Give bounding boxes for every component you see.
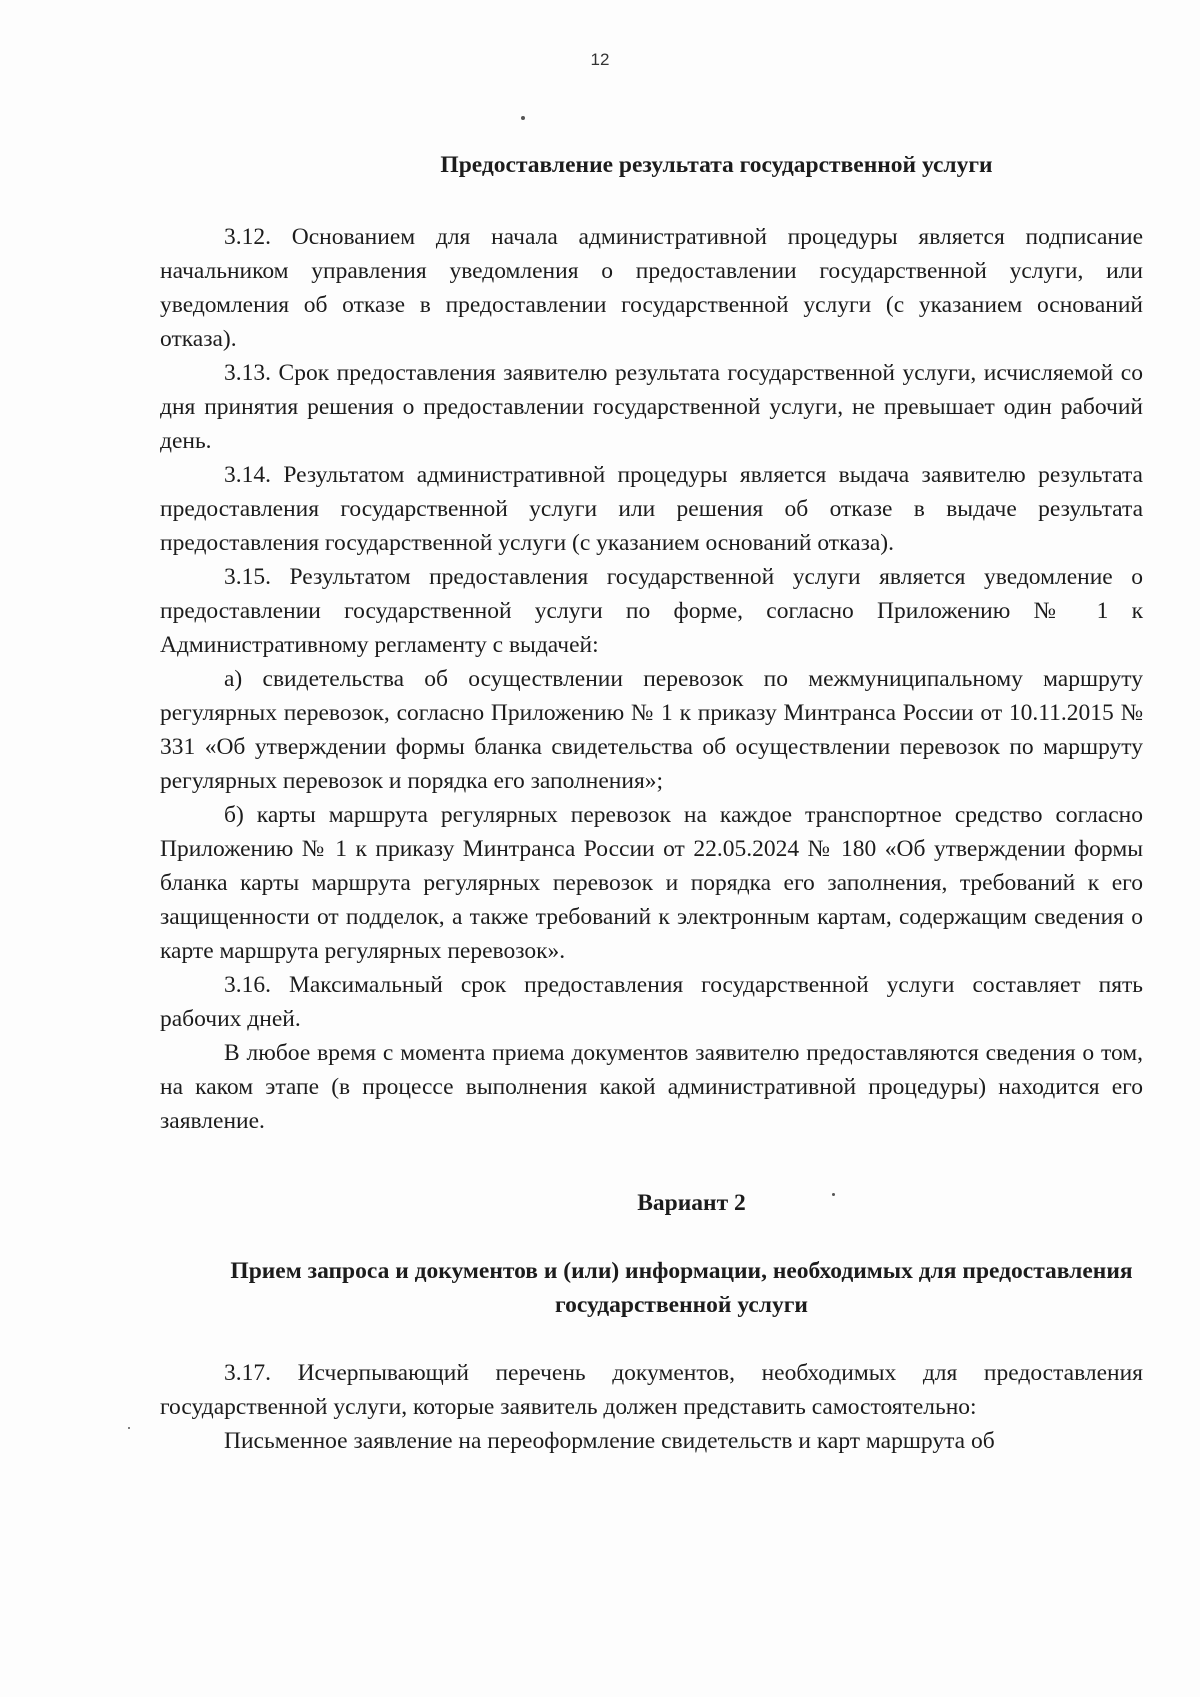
paragraph-3-12: 3.12. Основанием для начала административной процедуры является подписание начальником управления уведомления о предоставлении государственной услуги, или уведомления об отказе в предоставлении государственной услуги (с указанием оснований отказа). [160,224,1143,352]
paragraph-status-info: В любое время с момента приема документов заявителю предоставляются сведения о том, на каком этапе (в процессе выполнения какой административной процедуры) находится его заявление. [160,1040,1143,1134]
variant-title: Вариант 2 [637,1190,746,1216]
section-title-request: Прием запроса и документов и (или) информации, необходимых для предоставления государственной услуги [230,1258,1133,1318]
paragraph-application: Письменное заявление на переоформление свидетельств и карт маршрута об [224,1428,995,1454]
section-title-result: Предоставление результата государственной услуги [440,152,993,178]
paragraph-3-13: 3.13. Срок предоставления заявителю результата государственной услуги, исчисляемой со дня принятия решения о предоставлении государственной услуги, не превышает один рабочий день. [160,360,1143,454]
paragraph-3-17: 3.17. Исчерпывающий перечень документов, необходимых для предоставления государственной услуги, которые заявитель должен представить самостоятельно: [160,1360,1143,1420]
document-body [160,148,1143,1458]
paragraph-3-15-a: а) свидетельства об осуществлении перевозок по межмуниципальному маршруту регулярных перевозок, согласно Приложению № 1 к приказу Минтранса России от 10.11.2015 № 331 «Об утверждении формы бланка свидетельства об осуществлении перевозок по маршруту регулярных перевозок и порядка его заполнения»; [160,666,1143,794]
paragraph-3-15: 3.15. Результатом предоставления государственной услуги является уведомление о предоставлении государственной услуги по форме, согласно Приложению № 1 к Административному регламенту с выдачей: [160,564,1143,658]
paragraph-3-14: 3.14. Результатом административной процедуры является выдача заявителю результата предоставления государственной услуги или решения об отказе в выдаче результата предоставления государственной услуги (с указанием оснований отказа). [160,462,1143,556]
paragraph-3-16: 3.16. Максимальный срок предоставления государственной услуги составляет пять рабочих дней. [160,972,1143,1032]
paragraph-3-15-b: б) карты маршрута регулярных перевозок на каждое транспортное средство согласно Приложению № 1 к приказу Минтранса России от 22.05.2024 № 180 «Об утверждении формы бланка карты маршрута регулярных перевозок и порядка его заполнения, требований к его защищенности от подделок, а также требований к электронным картам, содержащим сведения о карте маршрута регулярных перевозок». [160,802,1143,964]
scan-speck [521,116,525,120]
page-number: 12 [590,50,610,69]
scan-speck [128,1427,130,1429]
